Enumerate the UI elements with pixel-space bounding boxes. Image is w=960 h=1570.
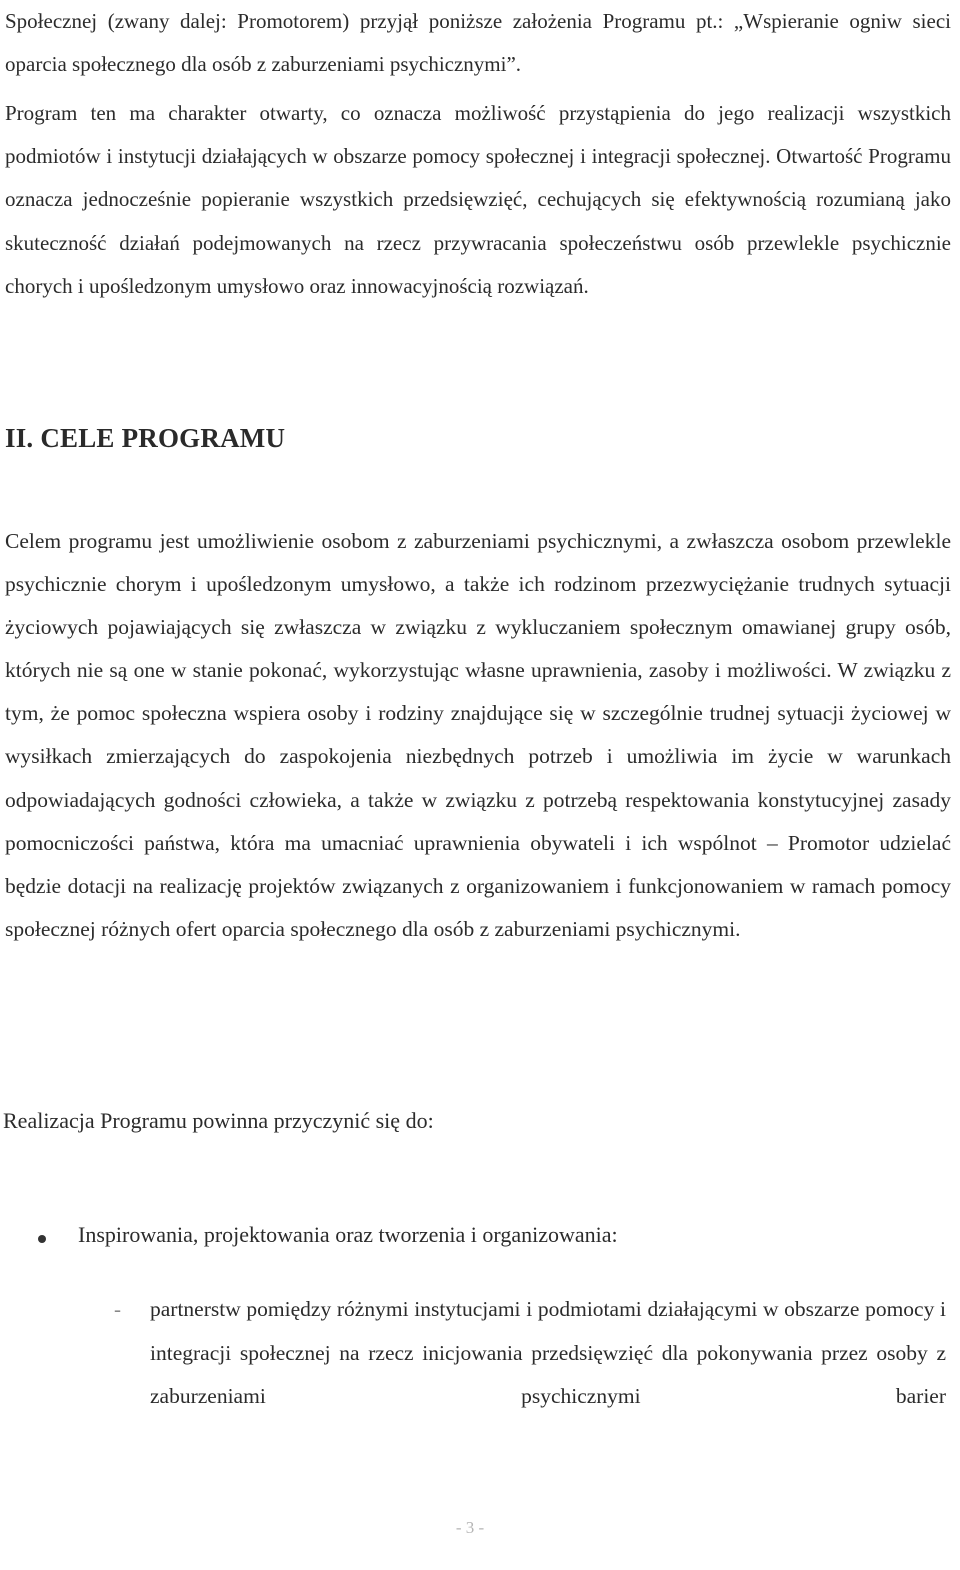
page-number: - 3 - [455, 1518, 485, 1537]
sub-item-text: partnerstw pomiędzy różnymi instytucjami i podmiotami działającymi w obszarze pomocy i integracji społecznej na rzecz inicjowania przedsięwzięć dla pokonywania przez osoby z zaburzeniami psychicznymi barier [150, 1297, 946, 1408]
goals-paragraph: Celem programu jest umożliwienie osobom z zaburzeniami psychicznymi, a zwłaszcza osobom przewlekle psychicznie chorym i upośledzonym umysłowo, a także ich rodzinom przezwyciężanie trudnych sytuacji życiowych pojawiających się zwłaszcza w związku z wykluczaniem społecznym omawianej grupy osób, których nie są one w stanie pokonać, wykorzystując własne uprawnienia, zasoby i możliwości. W związku z tym, że pomoc społeczna wspiera osoby i rodziny znajdujące się w szczególnie trudnej sytuacji życiowej w wysiłkach zmierzających do zaspokojenia niezbędnych potrzeb i umożliwia im życie w warunkach odpowiadających godności człowieka, a także w związku z potrzebą respektowania konstytucyjnej zasady pomocniczości państwa, która ma umacniać uprawnienia obywateli i ich wspólnot – Promotor udzielać będzie dotacji na realizację projektów związanych z organizowaniem i funkcjonowaniem w ramach pomocy społecznej różnych ofert oparcia społecznego dla osób z zaburzeniami psychicznymi. [5, 529, 951, 941]
dash-marker: - [114, 1297, 121, 1321]
section-heading: II. CELE PROGRAMU [5, 423, 286, 453]
bullet-text: Inspirowania, projektowania oraz tworzenia i organizowania: [78, 1222, 618, 1247]
realization-lead: Realizacja Programu powinna przyczynić się do: [3, 1108, 434, 1133]
bullet-dot-icon [38, 1235, 46, 1243]
open-program-paragraph: Program ten ma charakter otwarty, co oznacza możliwość przystąpienia do jego realizacji wszystkich podmiotów i instytucji działających w obszarze pomocy społecznej i integracji społecznej. Otwartość Programu oznacza jednocześnie popieranie wszystkich przedsięwzięć, cechujących się efektywnością rozumianą jako skuteczność działań podejmowanych na rzecz przywracania społeczeństwu osób przewlekle psychicznie chorych i upośledzonym umysłowo oraz innowacyjnością rozwiązań. [5, 101, 951, 298]
intro-paragraph: Społecznej (zwany dalej: Promotorem) przyjął poniższe założenia Programu pt.: „Wspieranie ogniw sieci oparcia społecznego dla osób z zaburzeniami psychicznymi”. [5, 9, 951, 76]
